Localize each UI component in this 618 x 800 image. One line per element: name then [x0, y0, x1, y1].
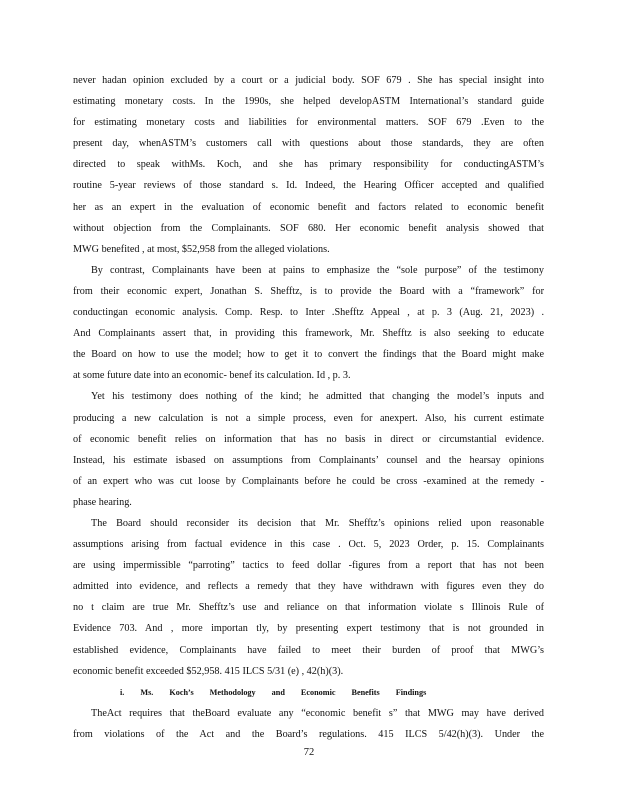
text-line: no t claim are true Mr. Shefftz’s use and reliance on that information violate s Illinois Rule of: [73, 602, 544, 614]
text-line: And Complainants assert that, in providing this framework, Mr. Shefftz is also seeking to educate: [73, 328, 544, 340]
text-line: from violations of the Act and the Board’s regulations. 415 ILCS 5/42(h)(3). Under the: [73, 728, 544, 740]
text-line: established evidence, Complainants have failed to meet their burden of proof that MWG’s: [73, 644, 544, 656]
text-line: Instead, his estimate isbased on assumptions from Complainants’ counsel and the hearsay opinions: [73, 454, 544, 466]
text-line: directed to speak withMs. Koch, and she has primary responsibility for conductingASTM’s: [73, 159, 544, 171]
text-line: never hadan opinion excluded by a court or a judicial body. SOF 679 . She has special insight into: [73, 75, 544, 86]
text-line: without objection from the Complainants. SOF 680. Her economic benefit analysis showed that: [73, 222, 544, 234]
text-line: admitted into evidence, and reflects a remedy that they have withdrawn with figures even they do: [73, 581, 544, 593]
text-line: assumptions arising from factual evidence in this case . Oct. 5, 2023 Order, p. 15. Complainants: [73, 539, 544, 551]
body-text: [73, 70, 544, 745]
text-line: Evidence 703. And , more importan tly, by presenting expert testimony that is not grounded in: [73, 623, 544, 635]
text-line: TheAct requires that theBoard evaluate any “economic benefit s” that MWG may have derived: [91, 707, 544, 719]
text-line: from their economic expert, Jonathan S. Shefftz, is to provide the Board with a “framework” for: [73, 285, 544, 297]
text-line: the Board on how to use the model; how to get it to convert the findings that the Board might make: [73, 349, 544, 361]
text-line: of an expert who was cut loose by Complainants before he could be cross -examined at the remedy -: [73, 475, 544, 487]
text-line: Yet his testimony does nothing of the kind; he admitted that changing the model’s inputs and: [91, 391, 544, 403]
text-line: at some future date into an economic- benef its calculation. Id , p. 3.: [73, 370, 351, 382]
text-line: conductingan economic analysis. Comp. Resp. to Inter .Shefftz Appeal , at p. 3 (Aug. 21, 2023) .: [73, 307, 544, 319]
text-line: for estimating monetary costs and liabilities for environmental matters. SOF 679 .Even to the: [73, 117, 544, 129]
text-line: economic benefit exceeded $52,958. 415 ILCS 5/31 (e) , 42(h)(3).: [73, 665, 344, 677]
text-line: phase hearing.: [73, 496, 132, 508]
text-line: By contrast, Complainants have been at pains to emphasize the “sole purpose” of the testimony: [91, 264, 544, 276]
text-line: The Board should reconsider its decision that Mr. Shefftz’s opinions relied upon reasonable: [91, 517, 544, 529]
text-line: are using impermissible “parroting” tactics to feed dollar -figures from a report that has not been: [73, 560, 544, 572]
page-number: 72: [303, 747, 315, 758]
text-line: routine 5-year reviews of those standard s. Id. Indeed, the Hearing Officer accepted and qualified: [73, 180, 544, 192]
section-heading: i. Ms. Koch’s Methodology and Economic Benefits Findings: [120, 687, 427, 697]
text-line: estimating monetary costs. In the 1990s, she helped developASTM International’s standard guide: [73, 96, 544, 108]
text-line: producing a new calculation is not a simple process, even for anexpert. Also, his current estimate: [73, 412, 544, 424]
text-line: her as an expert in the evaluation of economic benefit and factors related to economic benefit: [73, 201, 544, 213]
text-line: MWG benefited , at most, $52,958 from the alleged violations.: [73, 243, 330, 255]
text-line: present day, whenASTM’s customers call with questions about those standards, they are often: [73, 138, 544, 150]
text-line: of economic benefit relies on information that has no basis in direct or circumstantial evidence.: [73, 433, 544, 445]
